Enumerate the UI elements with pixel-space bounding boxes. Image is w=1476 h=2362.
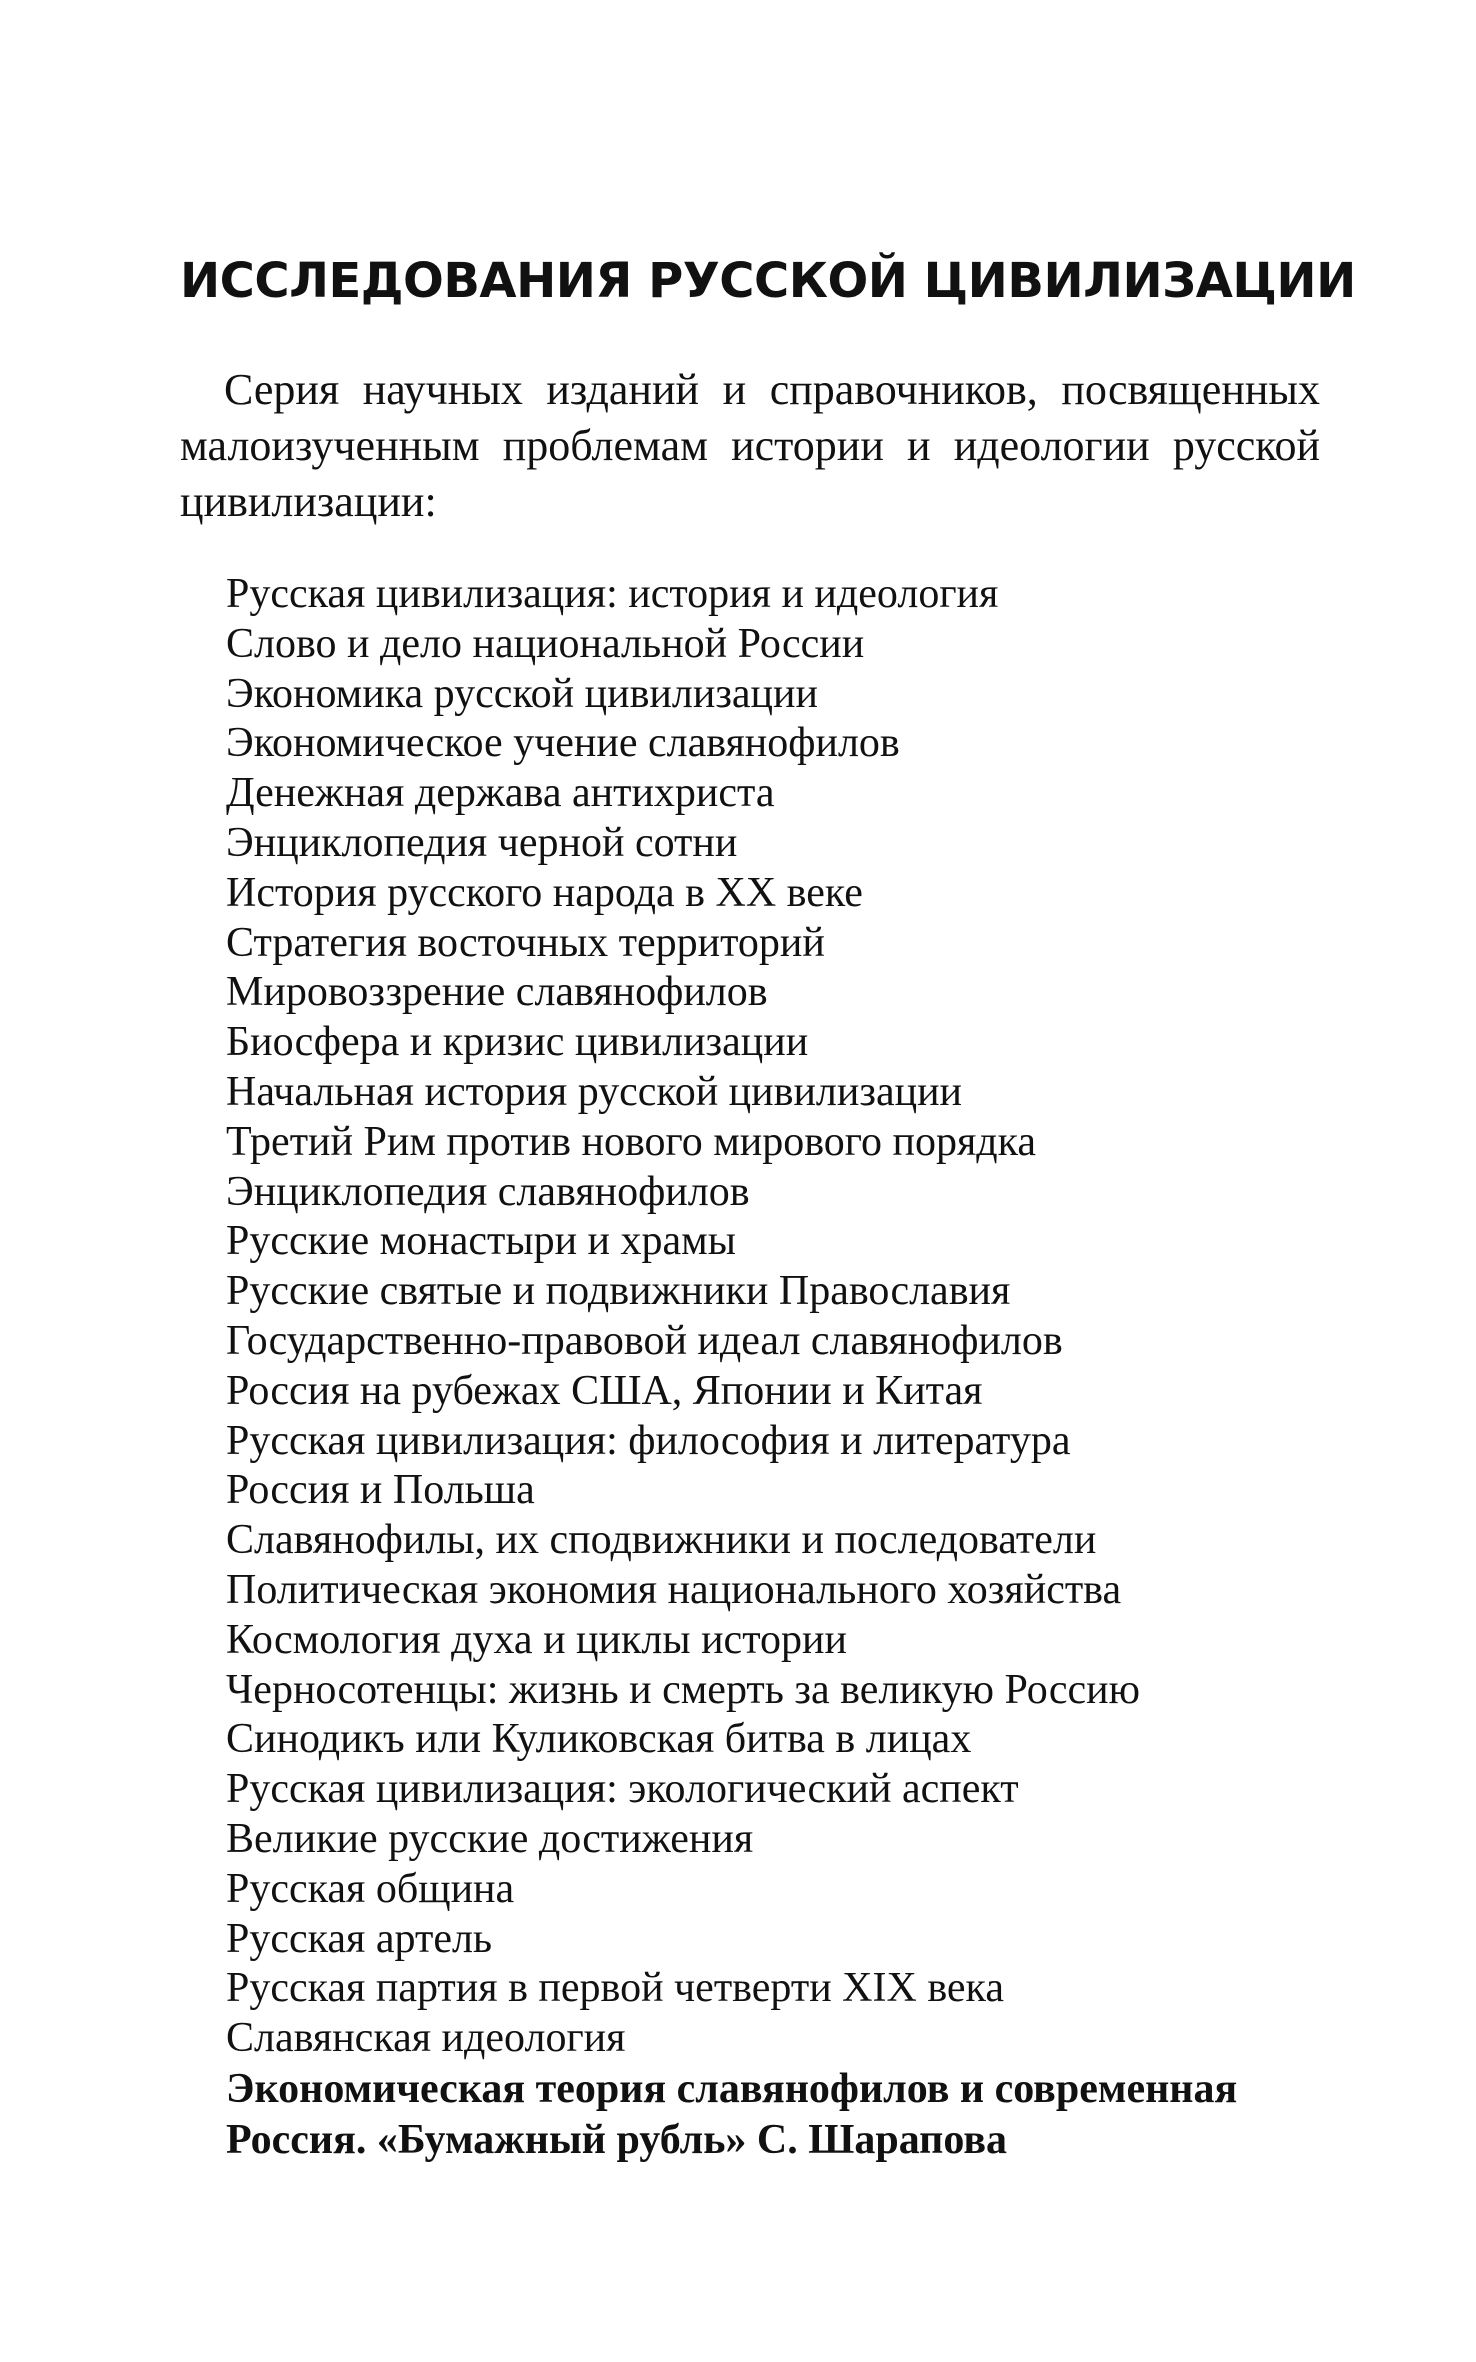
list-item: Денежная держава антихриста [226,770,775,817]
list-item: Русская цивилизация: история и идеология [226,571,999,617]
list-item: Стратегия восточных территорий [226,919,825,966]
list-item: Русская артель [226,1915,493,1962]
list-item: Русская цивилизация: экологический аспект [226,1766,1019,1813]
list-item: Биосфера и кризис цивилизации [226,1019,809,1066]
list-item: Мировоззрение славянофилов [226,969,768,1016]
list-item: Славянофилы, их сподвижники и последователи [226,1517,1097,1564]
list-item: Русские монастыри и храмы [226,1218,736,1265]
list-item: Русская цивилизация: философия и литература [226,1417,1071,1464]
list-item: Черносотенцы: жизнь и смерть за великую Россию [226,1666,1140,1713]
list-item: История русского народа в XX веке [226,869,863,916]
highlighted-book-title: Экономическая теория славянофилов и современная Россия. «Бумажный рубль» С. Шарапова [226,2065,1238,2163]
list-item: Славянская идеология [226,2015,626,2062]
list-item: Русская община [226,1865,515,1912]
list-item: Россия и Польша [226,1467,535,1514]
list-item: Начальная история русской цивилизации [226,1068,963,1115]
list-item: Энциклопедия черной сотни [226,819,738,866]
list-item: Экономическое учение славянофилов [226,720,900,767]
list-item: Космология духа и циклы истории [226,1616,847,1663]
list-item: Русские святые и подвижники Православия [226,1268,1011,1315]
list-item: Политическая экономия национального хозяйства [226,1566,1122,1613]
page-title: ИССЛЕДОВАНИЯ РУССКОЙ ЦИВИЛИЗАЦИИ [180,253,1356,309]
list-item: Третий Рим против нового мирового порядка [226,1118,1037,1165]
list-item: Слово и дело национальной России [226,620,865,667]
series-description: Серия научных изданий и справочников, посвященных малоизученным проблемам истории и идеологии русской цивилизации: [180,365,1320,526]
list-item: Синодикъ или Куликовская битва в лицах [226,1716,972,1763]
list-item: Русская партия в первой четверти XIX века [226,1965,1004,2012]
list-item: Великие русские достижения [226,1815,754,1862]
list-item: Энциклопедия славянофилов [226,1168,750,1215]
list-item: Россия на рубежах США, Японии и Китая [226,1367,983,1414]
list-item: Экономика русской цивилизации [226,670,818,717]
list-item: Государственно-правовой идеал славянофилов [226,1317,1063,1364]
book-list [226,570,1336,2166]
